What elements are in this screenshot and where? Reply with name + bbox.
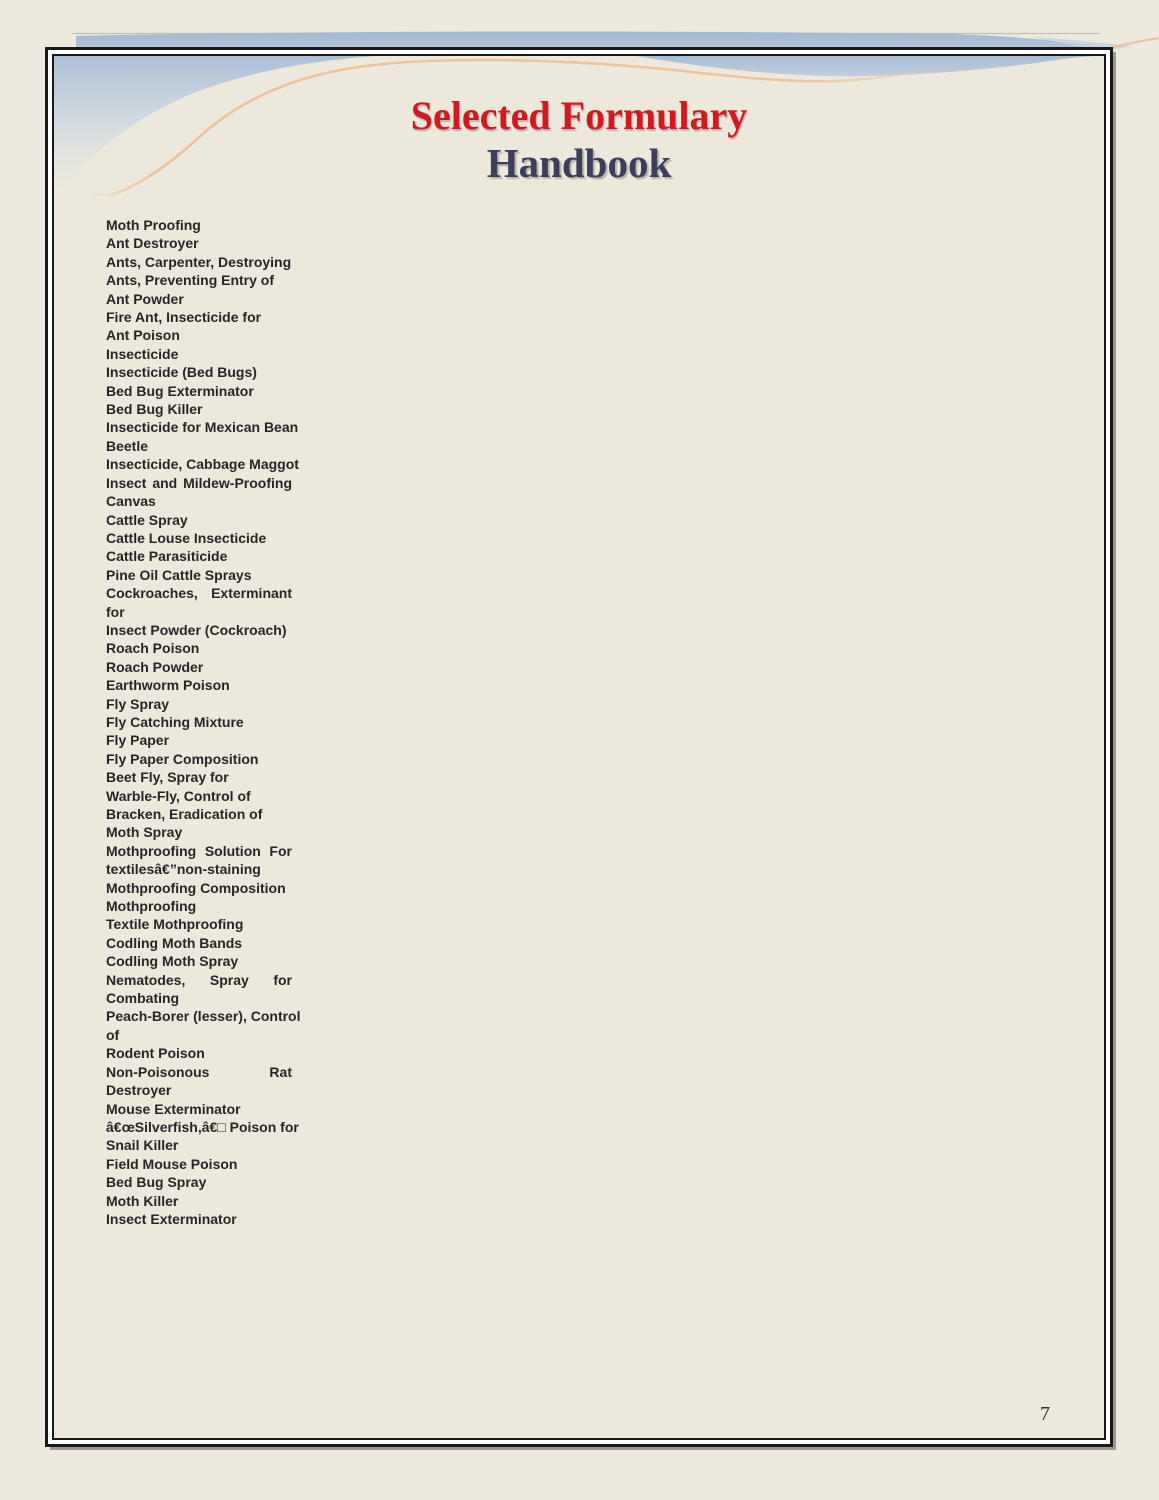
- index-entry-line: Combating: [106, 990, 180, 1007]
- index-entry-line: Ants, Carpenter, Destroying: [106, 253, 292, 270]
- index-entry-line: Moth Spray: [106, 824, 183, 841]
- page-title-line1: Selected Formulary: [410, 93, 748, 138]
- index-entry-line: for: [106, 603, 125, 620]
- index-entry-line: Ant Powder: [106, 290, 184, 307]
- index-entry-line: Textile Mothproofing: [106, 916, 244, 933]
- index-entry-line: Snail Killer: [106, 1137, 179, 1154]
- index-entry-line: Mothproofing: [106, 898, 197, 915]
- index-list: [106, 216, 301, 1228]
- index-entry-line: Field Mouse Poison: [106, 1155, 238, 1172]
- index-entry-line: Earthworm Poison: [106, 677, 230, 694]
- index-entry-line: Nematodes, Spray for: [106, 971, 292, 988]
- index-entry-line: Cattle Spray: [106, 511, 188, 528]
- index-entry-line: Beet Fly, Spray for: [106, 769, 229, 786]
- index-entry-line: textilesâ€”non-staining: [106, 861, 261, 878]
- index-entry-line: Peach-Borer (lesser), Control: [106, 1008, 301, 1025]
- index-entry-line: Cockroaches, Exterminant: [106, 585, 292, 602]
- index-entry-line: Beetle: [106, 437, 149, 454]
- index-entry-line: Bed Bug Spray: [106, 1174, 207, 1191]
- index-entry-line: Destroyer: [106, 1082, 172, 1099]
- index-entry-line: Roach Poison: [106, 640, 200, 657]
- index-entry-line: Bracken, Eradication of: [106, 806, 263, 822]
- index-entry-line: Pine Oil Cattle Sprays: [106, 566, 252, 583]
- index-entry-line: Fly Paper: [106, 732, 170, 749]
- index-entry-line: Insect Powder (Cockroach): [106, 621, 287, 638]
- index-entry-line: Insect Exterminator: [106, 1210, 237, 1227]
- index-entry-line: Ants, Preventing Entry of: [106, 272, 275, 289]
- index-entry-line: Insecticide, Cabbage Maggot: [106, 456, 299, 473]
- index-entry-line: Rodent Poison: [106, 1045, 205, 1062]
- index-entry-line: Cattle Louse Insecticide: [106, 529, 267, 546]
- title-block: [54, 92, 1104, 186]
- index-entry-line: Roach Powder: [106, 658, 204, 675]
- index-entry-line: Bed Bug Exterminator: [106, 382, 254, 399]
- page-frame: [45, 47, 1113, 1447]
- index-entry-line: Codling Moth Spray: [106, 953, 239, 970]
- index-entry-line: Non-Poisonous Rat: [106, 1063, 292, 1080]
- index-entry-line: of: [106, 1026, 120, 1043]
- index-entry-line: Moth Killer: [106, 1192, 179, 1209]
- index-entry-line: Mouse Exterminator: [106, 1100, 241, 1117]
- index-entry-line: Fly Catching Mixture: [106, 713, 244, 730]
- index-entry-line: Cattle Parasiticide: [106, 548, 228, 565]
- index-entry-line: Insecticide: [106, 345, 179, 362]
- index-entry-line: Ant Poison: [106, 327, 180, 344]
- index-entry-line: Warble-Fly, Control of: [106, 787, 251, 804]
- index-entry-line: Fire Ant, Insecticide for: [106, 309, 262, 326]
- index-entry-line: Mothproofing Composition: [106, 879, 286, 896]
- page-number: 7: [1040, 1403, 1050, 1425]
- index-entry-line: â€œSilverfish,â€□ Poison for: [106, 1118, 299, 1135]
- index-entry-line: Insecticide for Mexican Bean: [106, 419, 299, 436]
- index-entry-line: Codling Moth Bands: [106, 934, 243, 951]
- page-title-line2: Handbook: [486, 140, 672, 186]
- index-entry-line: Fly Spray: [106, 695, 170, 712]
- index-entry-line: Insecticide (Bed Bugs): [106, 364, 257, 381]
- index-entry-line: Bed Bug Killer: [106, 401, 203, 418]
- index-entry-line: Fly Paper Composition: [106, 750, 259, 767]
- index-entry-line: Mothproofing Solution For: [106, 842, 292, 859]
- page-content: [54, 56, 1104, 1438]
- index-entry-line: Canvas: [106, 493, 156, 510]
- page-frame-inner: [52, 54, 1106, 1440]
- index-entry-line: Insect and Mildew-Proofing: [106, 474, 292, 491]
- index-entry-line: Moth Proofing: [106, 217, 201, 233]
- index-entry-line: Ant Destroyer: [106, 235, 199, 252]
